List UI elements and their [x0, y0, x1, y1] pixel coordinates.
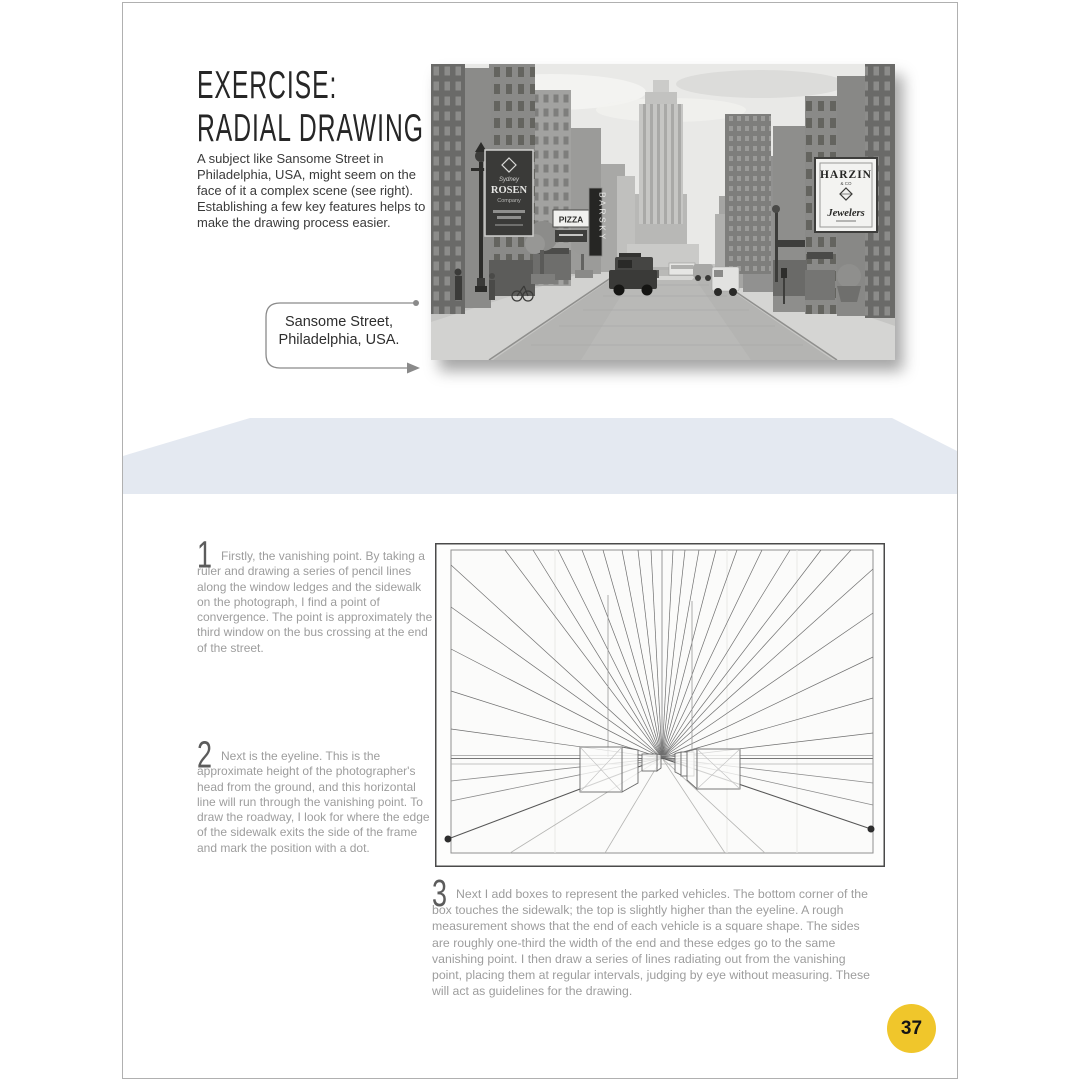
sign-company: Company	[497, 198, 521, 204]
sign-harzin: HARZIN	[819, 169, 873, 181]
step-2	[197, 733, 433, 856]
step-3	[432, 872, 878, 999]
step-3-text: Next I add boxes to represent the parked vehicles. The bottom corner of the box touches the sidewalk; the top is slightly higher than the eyeline. A rough measurement shows that the end of each vehicle is a square shape. The sides are roughly one-third the width of the end and these edges go to the same vanishing point. I then draw a series of lines radiating out from the vanishing point, placing them at regular intervals, judging by eye without measuring. These will act as guidelines for the drawing.	[432, 887, 870, 999]
page-number: 37	[900, 1017, 923, 1039]
connector-arrow-icon	[407, 363, 420, 374]
sign-harzin-co: & CO	[840, 181, 852, 186]
sign-sydney: Sydney	[498, 177, 520, 183]
step-2-number: 2	[197, 733, 213, 776]
perspective-diagram-art	[435, 543, 885, 867]
perspective-diagram	[435, 543, 885, 867]
intro-paragraph: A subject like Sansome Street in Philadelphia, USA, might seem on the face of it a complex scene (see right). Establishing a few key features helps to make the drawing process easier.	[197, 151, 426, 230]
left-sidewalk-dot	[445, 836, 452, 843]
sign-jewelers: Jewelers	[827, 208, 865, 219]
step-1	[197, 533, 433, 656]
divider-band	[123, 418, 957, 494]
photo-rosen-sign	[485, 150, 533, 236]
title-line-1: EXERCISE:	[197, 62, 338, 107]
sign-barsky: BARSKY	[597, 192, 608, 242]
connector-dot	[413, 300, 419, 306]
step-2-text: Next is the eyeline. This is the approximate height of the photographer's head from the ground, and this horizontal line will run through the vanishing point. To draw the roadway, I look for where the edge of the sidewalk exits the side of the frame and mark the position with a dot.	[197, 749, 430, 855]
street-photo-art	[431, 64, 895, 360]
street-photo	[431, 64, 895, 360]
caption-line-2: Philadelphia, USA.	[278, 332, 400, 348]
photo-caption	[272, 313, 406, 349]
page-title	[197, 62, 436, 148]
step-1-text: Firstly, the vanishing point. By taking a ruler and drawing a series of pencil lines along the window ledges and the sidewalk on the photograph, I find a point of convergence. The point is approximately the third window on the bus crossing at the end of the street.	[197, 549, 433, 655]
step-3-number: 3	[432, 872, 448, 915]
sign-rosen: ROSEN	[490, 185, 528, 196]
photo-pizza-sign	[553, 210, 589, 242]
sign-pizza: PIZZA	[558, 214, 584, 225]
page-number-badge	[887, 1004, 936, 1053]
right-sidewalk-dot	[868, 826, 875, 833]
title-line-2: RADIAL DRAWING	[197, 105, 424, 150]
caption-line-1: Sansome Street,	[285, 314, 393, 330]
step-1-number: 1	[197, 533, 213, 576]
photo-harzin-sign	[815, 158, 877, 232]
